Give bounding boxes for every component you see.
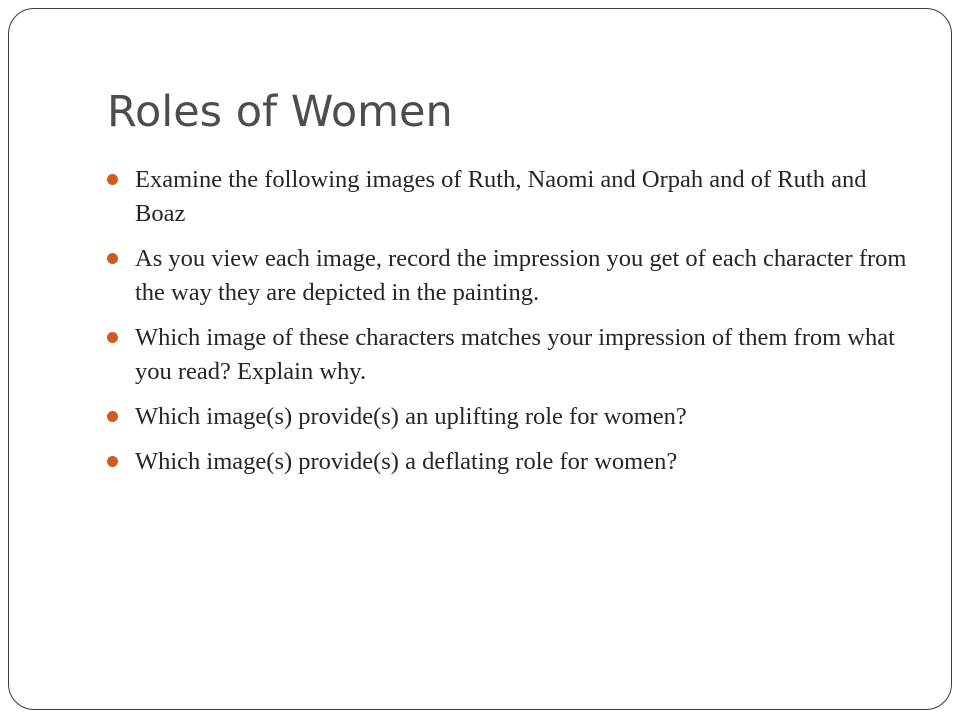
- bullet-dot-icon: [107, 253, 118, 264]
- bullet-dot-icon: [107, 456, 118, 467]
- bullet-item: [107, 321, 907, 389]
- bullet-text: As you view each image, record the impression you get of each character from the way they are depicted in the painting.: [135, 245, 907, 306]
- bullet-item: [107, 445, 907, 479]
- bullet-text: Which image(s) provide(s) an uplifting role for women?: [135, 403, 687, 430]
- bullet-dot-icon: [107, 174, 118, 185]
- bullet-list: [107, 163, 907, 490]
- bullet-dot-icon: [107, 332, 118, 343]
- bullet-item: [107, 242, 907, 310]
- bullet-item: [107, 400, 907, 434]
- slide-title: Roles of Women: [107, 87, 453, 137]
- bullet-text: Which image of these characters matches your impression of them from what you read? Explain why.: [135, 324, 895, 385]
- bullet-text: Which image(s) provide(s) a deflating role for women?: [135, 448, 678, 475]
- bullet-text: Examine the following images of Ruth, Naomi and Orpah and of Ruth and Boaz: [135, 166, 867, 227]
- bullet-item: [107, 163, 907, 231]
- bullet-dot-icon: [107, 411, 118, 422]
